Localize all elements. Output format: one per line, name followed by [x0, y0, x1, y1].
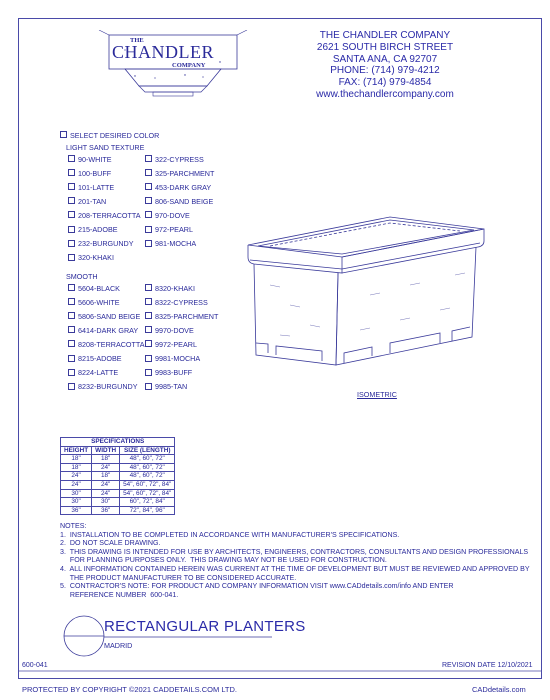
spec-row — [61, 472, 175, 481]
spec-cell: 72", 84", 96" — [120, 506, 175, 515]
color-checkbox[interactable] — [145, 326, 152, 333]
spec-row — [61, 489, 175, 498]
logo-company: COMPANY — [172, 62, 206, 69]
isometric-planter-drawing — [240, 215, 500, 390]
color-checkbox[interactable] — [68, 383, 75, 390]
color-option-label: 8232-BURGUNDY — [78, 382, 138, 392]
spec-cell: 24" — [61, 472, 92, 481]
company-info — [300, 30, 470, 101]
light-sand-heading: LIGHT SAND TEXTURE — [66, 143, 145, 152]
spec-cell: 48", 60", 72" — [120, 463, 175, 472]
note-line: REFERENCE NUMBER 600-041. — [60, 590, 179, 599]
notes-heading: NOTES: — [60, 522, 87, 530]
color-option-label: 320-KHAKI — [78, 253, 114, 263]
color-checkbox[interactable] — [145, 197, 152, 204]
color-option-label: 8320-KHAKI — [155, 283, 195, 293]
note-line: 5. CONTRACTOR'S NOTE: FOR PRODUCT AND COMPANY INFORMATION VISIT www.CADdetails.com/info AND ENTER — [60, 582, 454, 591]
color-option-label: 100-BUFF — [78, 168, 112, 178]
title-circle-symbol — [60, 612, 110, 662]
spec-cell: 24" — [92, 480, 120, 489]
spec-cell: 18" — [92, 472, 120, 481]
spec-row — [61, 463, 175, 472]
color-option-label: 8224-LATTE — [78, 368, 119, 378]
color-option-label: 215-ADOBE — [78, 225, 118, 234]
color-option-label: 201-TAN — [78, 196, 107, 206]
footer-divider — [18, 670, 542, 672]
color-option-label: 9983-BUFF — [155, 368, 193, 378]
color-option-label: 8215-ADOBE — [78, 354, 122, 363]
color-option-label: 9981-MOCHA — [155, 354, 201, 363]
color-option-label: 5806-SAND BEIGE — [78, 311, 141, 321]
color-checkbox[interactable] — [145, 240, 152, 247]
spec-body — [61, 455, 175, 515]
spec-header-cell: WIDTH — [92, 446, 120, 455]
spec-cell: 24" — [92, 489, 120, 498]
color-option-label: 322-CYPRESS — [155, 154, 204, 164]
spec-cell: 30" — [61, 489, 92, 498]
color-checkbox[interactable] — [68, 197, 75, 204]
spec-cell: 30" — [61, 498, 92, 507]
color-checkbox[interactable] — [68, 284, 75, 291]
notes-block — [60, 522, 530, 599]
spec-row — [61, 455, 175, 464]
note-line: 3. THIS DRAWING IS INTENDED FOR USE BY ARCHITECTS, ENGINEERS, CONTRACTORS, CONSULTANTS AND DESIGN PROFESSIONALS — [60, 547, 529, 556]
color-checkbox[interactable] — [68, 240, 75, 247]
spec-header-cell: HEIGHT — [61, 446, 92, 455]
color-checkbox[interactable] — [68, 326, 75, 333]
spec-cell: 54", 60", 72", 84" — [120, 480, 175, 489]
color-checkbox[interactable] — [145, 369, 152, 376]
color-option-label: 90-WHITE — [78, 154, 112, 164]
note-line: 1. INSTALLATION TO BE COMPLETED IN ACCORDANCE WITH MANUFACTURER'S SPECIFICATIONS. — [60, 530, 400, 539]
spec-cell: 24" — [61, 480, 92, 489]
note-line: 4. ALL INFORMATION CONTAINED HEREIN WAS CURRENT AT THE TIME OF DEVELOPMENT BUT MUST BE REVIEWED AND APPROVED BY — [60, 564, 530, 573]
color-option-label: 8208-TERRACOTTA — [78, 339, 145, 349]
spec-cell: 18" — [61, 455, 92, 464]
color-checkbox[interactable] — [145, 169, 152, 176]
logo-chandler: CHANDLER — [112, 42, 214, 62]
revision-date: REVISION DATE 12/10/2021 — [442, 662, 533, 669]
color-checkbox[interactable] — [145, 383, 152, 390]
drawing-title: RECTANGULAR PLANTERS — [104, 618, 306, 635]
color-option-label: 8325-PARCHMENT — [155, 311, 219, 321]
color-option-label: 6414-DARK GRAY — [78, 325, 139, 335]
spec-header-row — [61, 446, 175, 455]
note-line: FOR PLANNING PURPOSES ONLY. THIS DRAWING MAY NOT BE USED FOR CONSTRUCTION. — [60, 556, 387, 565]
color-option-label: 972-PEARL — [155, 225, 193, 234]
logo-the: THE — [130, 37, 144, 44]
color-option-label: 453-DARK GRAY — [155, 182, 212, 192]
spec-cell: 18" — [92, 455, 120, 464]
color-checkbox[interactable] — [68, 355, 75, 362]
spec-cell: 36" — [61, 506, 92, 515]
color-checkbox[interactable] — [145, 211, 152, 218]
spec-cell: 36" — [92, 506, 120, 515]
specifications-table — [60, 437, 175, 515]
company-fax: FAX: (714) 979-4854 — [338, 77, 432, 89]
company-street: 2621 SOUTH BIRCH STREET — [316, 41, 454, 53]
color-checkbox[interactable] — [68, 312, 75, 319]
select-color-heading: SELECT DESIRED COLOR — [70, 131, 160, 140]
color-checkbox[interactable] — [68, 155, 75, 162]
color-option-label: 9985-TAN — [155, 382, 188, 392]
spec-row — [61, 506, 175, 515]
color-checkbox[interactable] — [68, 183, 75, 190]
color-checkbox[interactable] — [145, 284, 152, 291]
color-option-label: 8322-CYPRESS — [155, 297, 208, 307]
spec-row — [61, 498, 175, 507]
color-option-label: 232-BURGUNDY — [78, 239, 134, 249]
color-checkbox[interactable] — [145, 226, 152, 233]
note-line: 2. DO NOT SCALE DRAWING. — [60, 539, 161, 548]
company-website[interactable]: www.thechandlercompany.com — [316, 88, 454, 100]
color-checkbox[interactable] — [145, 298, 152, 305]
color-option-label: 9972-PEARL — [155, 339, 197, 349]
color-checkbox[interactable] — [68, 226, 75, 233]
company-name: THE CHANDLER COMPANY — [319, 30, 451, 41]
caddetails-link[interactable]: CADdetails.com — [472, 685, 526, 694]
spec-cell: 48", 60", 72" — [120, 455, 175, 464]
color-option-label: 208-TERRACOTTA — [78, 210, 141, 220]
color-option-label: 5604-BLACK — [78, 283, 120, 293]
spec-cell: 24" — [92, 463, 120, 472]
spec-title: SPECIFICATIONS — [61, 438, 175, 447]
spec-cell: 30" — [92, 498, 120, 507]
color-option-label: 101-LATTE — [78, 182, 115, 192]
spec-header-cell: SIZE (LENGTH) — [120, 446, 175, 455]
smooth-heading: SMOOTH — [66, 272, 98, 281]
color-option-label: 970-DOVE — [155, 210, 190, 220]
color-checkbox[interactable] — [145, 340, 152, 347]
reference-number: 600-041 — [22, 662, 48, 669]
drawing-subtitle: MADRID — [104, 641, 133, 650]
title-underline — [104, 636, 274, 639]
note-line: THE PRODUCT MANUFACTURER TO BE CONSIDERED ACCURATE. — [60, 573, 297, 582]
color-checkbox[interactable] — [68, 169, 75, 176]
company-city: SANTA ANA, CA 92707 — [332, 53, 438, 65]
copyright-text: PROTECTED BY COPYRIGHT ©2021 CADDETAILS.COM LTD. — [22, 685, 238, 694]
color-checkbox[interactable] — [68, 340, 75, 347]
company-phone: PHONE: (714) 979-4212 — [330, 65, 440, 77]
color-checkbox[interactable] — [145, 155, 152, 162]
spec-cell: 48", 60", 72" — [120, 472, 175, 481]
color-checkbox[interactable] — [68, 298, 75, 305]
color-option-label: 981-MOCHA — [155, 239, 197, 249]
color-checkbox[interactable] — [145, 183, 152, 190]
color-checkbox[interactable] — [145, 312, 152, 319]
spec-row — [61, 480, 175, 489]
color-checkbox[interactable] — [68, 254, 75, 261]
color-option-label: 9970-DOVE — [155, 325, 194, 335]
select-color-checkbox[interactable] — [60, 131, 67, 138]
color-checkbox[interactable] — [68, 369, 75, 376]
spec-cell: 60", 72", 84" — [120, 498, 175, 507]
color-option-label: 325-PARCHMENT — [155, 168, 215, 178]
color-checkbox[interactable] — [68, 211, 75, 218]
color-option-label: 5606-WHITE — [78, 297, 120, 307]
color-checkbox[interactable] — [145, 355, 152, 362]
color-option-label: 806-SAND BEIGE — [155, 196, 214, 206]
isometric-label: ISOMETRIC — [357, 390, 397, 399]
spec-cell: 18" — [61, 463, 92, 472]
spec-cell: 54", 60", 72", 84" — [120, 489, 175, 498]
notes-lines — [60, 531, 530, 600]
